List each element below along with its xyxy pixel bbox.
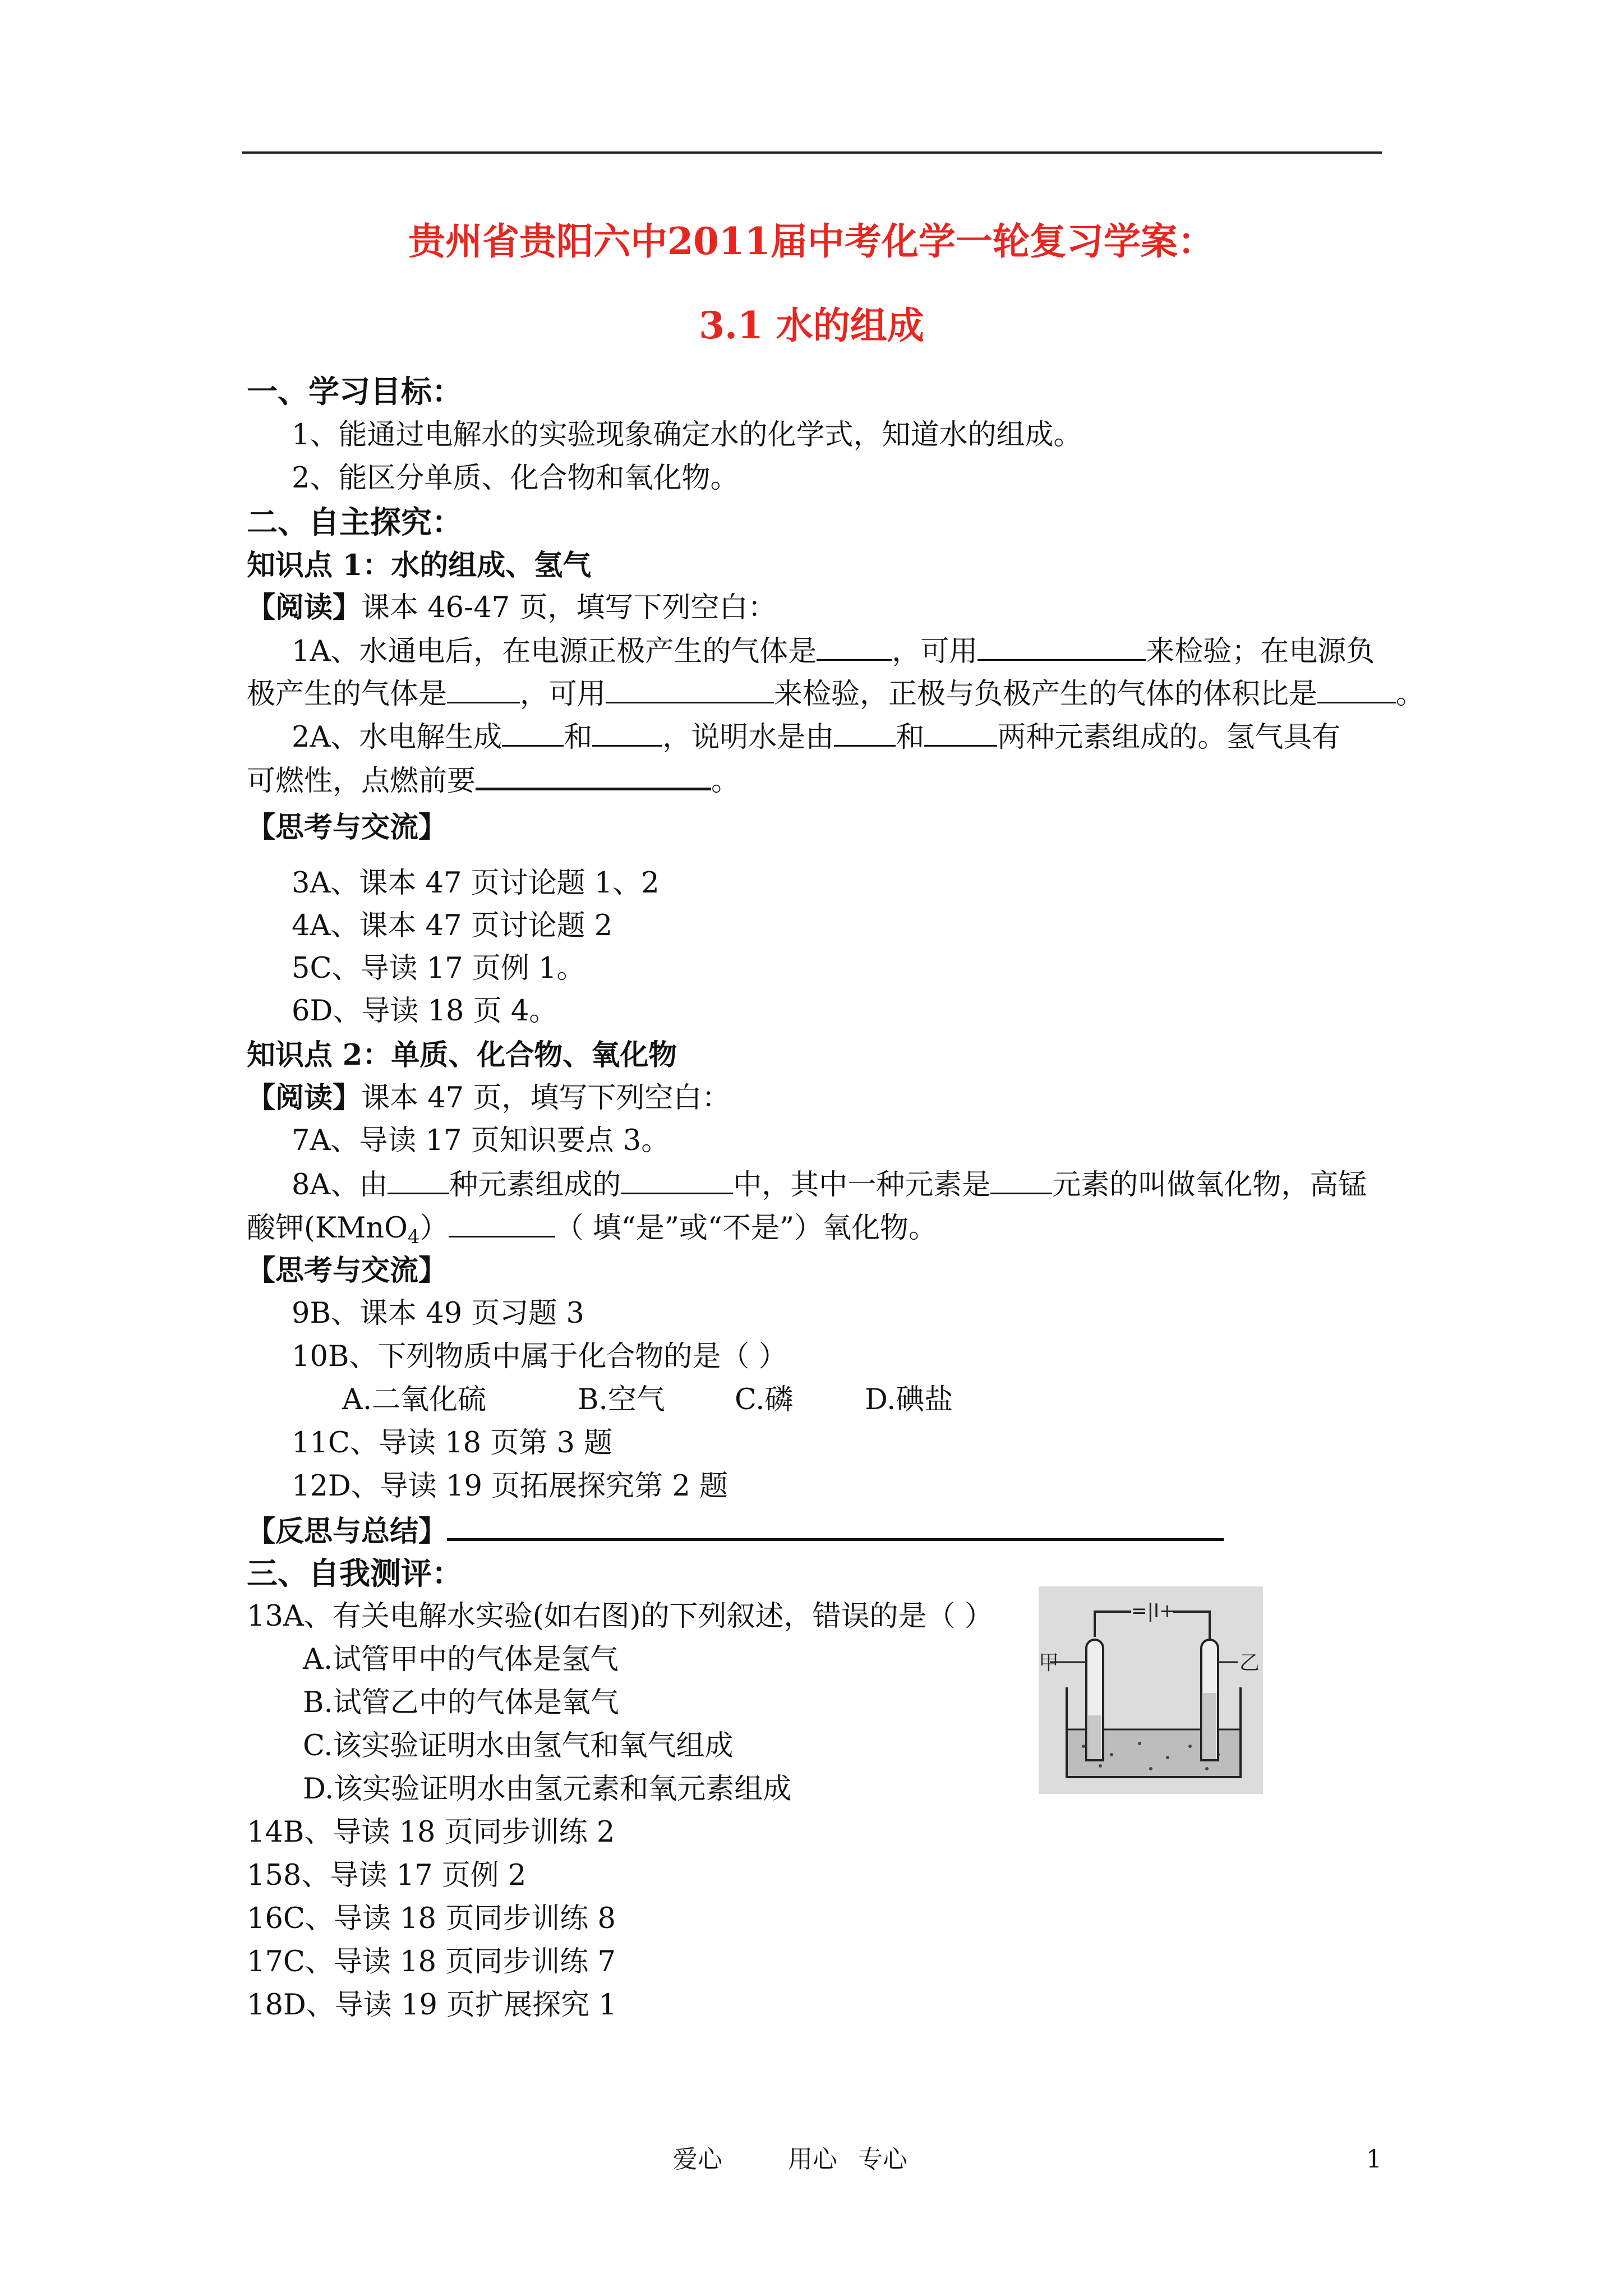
reflect-label: 【反思与总结】	[247, 1515, 448, 1548]
question-12d: 12D、导读 19 页拓展探究第 2 题	[292, 1470, 728, 1503]
think-item-4a: 4A、课本 47 页讨论题 2	[292, 909, 613, 942]
q10b-option-b: B.空气	[578, 1383, 665, 1416]
q10b-option-d: D.碘盐	[865, 1383, 953, 1416]
q8a-text: （ 填“是”或“不是”）氧化物。	[555, 1212, 938, 1245]
answer-blank[interactable]	[1317, 675, 1396, 703]
question-7a: 7A、导读 17 页知识要点 3。	[292, 1124, 670, 1157]
question-9b: 9B、课本 49 页习题 3	[292, 1297, 584, 1330]
question-16c: 16C、导读 18 页同步训练 8	[247, 1902, 616, 1935]
question-11c: 11C、导读 18 页第 3 题	[292, 1427, 613, 1460]
answer-blank[interactable]	[978, 632, 1146, 661]
kp1-reading-line	[247, 589, 776, 627]
footer-word-1: 爱心	[673, 2145, 722, 2174]
think-item-5c: 5C、导读 17 页例 1。	[292, 952, 585, 985]
tube-label-jia: 甲	[1039, 1651, 1059, 1674]
knowledge-point-2-title: 知识点 2：单质、化合物、氧化物	[247, 1038, 677, 1072]
answer-blank[interactable]	[447, 675, 520, 703]
section-2-heading: 二、自主探究：	[247, 504, 463, 540]
battery-symbol: =|I+	[1131, 1600, 1175, 1622]
q2a-text: 和	[896, 721, 925, 754]
question-13a: 13A、有关电解水实验(如右图)的下列叙述，错误的是（ ）	[247, 1600, 993, 1633]
q1a-text: 极产生的气体是	[247, 678, 448, 711]
question-17c: 17C、导读 18 页同步训练 7	[247, 1945, 616, 1978]
answer-blank[interactable]	[502, 718, 564, 747]
tube-label-yi: 乙	[1239, 1651, 1260, 1674]
kp2-reading-line	[247, 1079, 730, 1117]
reading-text: 课本 47 页，填写下列空白：	[361, 1082, 731, 1115]
answer-blank[interactable]	[388, 1166, 449, 1194]
q1a-text: ，可用	[520, 678, 606, 711]
q13a-option-a: A.试管甲中的气体是氢气	[303, 1643, 619, 1676]
q2a-text: ，说明水是由	[662, 721, 834, 754]
reading-label: 【阅读】	[247, 1081, 362, 1115]
answer-blank[interactable]	[817, 632, 892, 661]
electrolysis-apparatus-figure	[1039, 1586, 1263, 1794]
reading-text: 课本 46-47 页，填写下列空白：	[361, 591, 777, 624]
reflect-summary-line	[247, 1511, 1224, 1550]
answer-blank[interactable]	[834, 718, 896, 747]
footer-word-3: 专心	[858, 2145, 907, 2174]
knowledge-point-1-title: 知识点 1：水的组成、氢气	[247, 549, 592, 582]
question-18d: 18D、导读 19 页扩展探究 1	[247, 1989, 617, 2022]
answer-blank[interactable]	[990, 1166, 1052, 1194]
q13a-option-d: D.该实验证明水由氢元素和氧元素组成	[303, 1773, 792, 1806]
objective-2: 2、能区分单质、化合物和氧化物。	[292, 462, 739, 495]
think-discuss-label-2: 【思考与交流】	[247, 1254, 448, 1287]
q13a-option-b: B.试管乙中的气体是氧气	[303, 1686, 619, 1719]
q1a-text: ，可用	[892, 635, 978, 668]
answer-blank[interactable]	[449, 1209, 555, 1237]
q2a-text: 。	[711, 765, 740, 798]
header-rule	[242, 151, 1382, 154]
answer-blank[interactable]	[621, 1166, 733, 1194]
document-subtitle: 3.1 水的组成	[699, 303, 924, 347]
question-10b: 10B、下列物质中属于化合物的是（ ）	[292, 1340, 787, 1373]
answer-blank[interactable]	[447, 1511, 1224, 1541]
answer-blank[interactable]	[592, 718, 662, 747]
q8a-text: 8A、由	[292, 1168, 388, 1202]
q1a-text: 。	[1396, 678, 1425, 711]
q8a-text: 中，其中一种元素是	[733, 1168, 991, 1202]
section-3-heading: 三、自我测评：	[247, 1555, 463, 1591]
q8a-text: 酸钾(KMnO	[247, 1212, 408, 1245]
q1a-text: 1A、水通电后，在电源正极产生的气体是	[292, 635, 817, 668]
q8a-text: 元素的叫做氧化物，高锰	[1052, 1168, 1367, 1202]
q1a-text: 来检验，正极与负极产生的气体的体积比是	[774, 678, 1318, 711]
q8a-text: ）	[419, 1212, 449, 1245]
reading-label: 【阅读】	[247, 591, 362, 624]
answer-blank[interactable]	[606, 675, 774, 703]
q10b-option-c: C.磷	[735, 1383, 794, 1416]
q13a-option-c: C.该实验证明水由氢气和氧气组成	[303, 1729, 734, 1763]
q2a-text: 2A、水电解生成	[292, 721, 502, 754]
question-8a-line1	[292, 1166, 1367, 1204]
section-1-heading: 一、学习目标：	[247, 373, 463, 409]
answer-blank[interactable]	[924, 718, 997, 747]
q2a-text: 和	[564, 721, 593, 754]
think-item-3a: 3A、课本 47 页讨论题 1、2	[292, 867, 660, 900]
q1a-text: 来检验；在电源负	[1146, 635, 1375, 668]
question-2a-line2	[247, 761, 740, 800]
page-number: 1	[1366, 2145, 1382, 2174]
subscript-4: 4	[407, 1226, 420, 1248]
objective-1: 1、能通过电解水的实验现象确定水的化学式，知道水的组成。	[292, 418, 1082, 452]
question-8a-line2	[247, 1209, 937, 1247]
question-14b: 14B、导读 18 页同步训练 2	[247, 1816, 615, 1849]
think-discuss-label-1: 【思考与交流】	[247, 811, 448, 844]
q2a-text: 两种元素组成的。氢气具有	[997, 721, 1341, 754]
question-2a-line1	[292, 718, 1340, 756]
think-item-6d: 6D、导读 18 页 4。	[292, 995, 558, 1028]
q8a-text: 种元素组成的	[449, 1168, 621, 1202]
question-1a-line1	[292, 632, 1375, 670]
electrolysis-diagram	[1039, 1586, 1263, 1794]
q2a-text: 可燃性，点燃前要	[247, 765, 476, 798]
q10b-option-a: A.二氧化硫	[342, 1383, 487, 1416]
document-title: 贵州省贵阳六中2011届中考化学一轮复习学案：	[408, 219, 1215, 263]
question-1a-line2	[247, 675, 1424, 713]
footer-word-2: 用心	[788, 2145, 837, 2174]
question-15: 158、导读 17 页例 2	[247, 1859, 527, 1892]
answer-blank[interactable]	[476, 761, 711, 790]
